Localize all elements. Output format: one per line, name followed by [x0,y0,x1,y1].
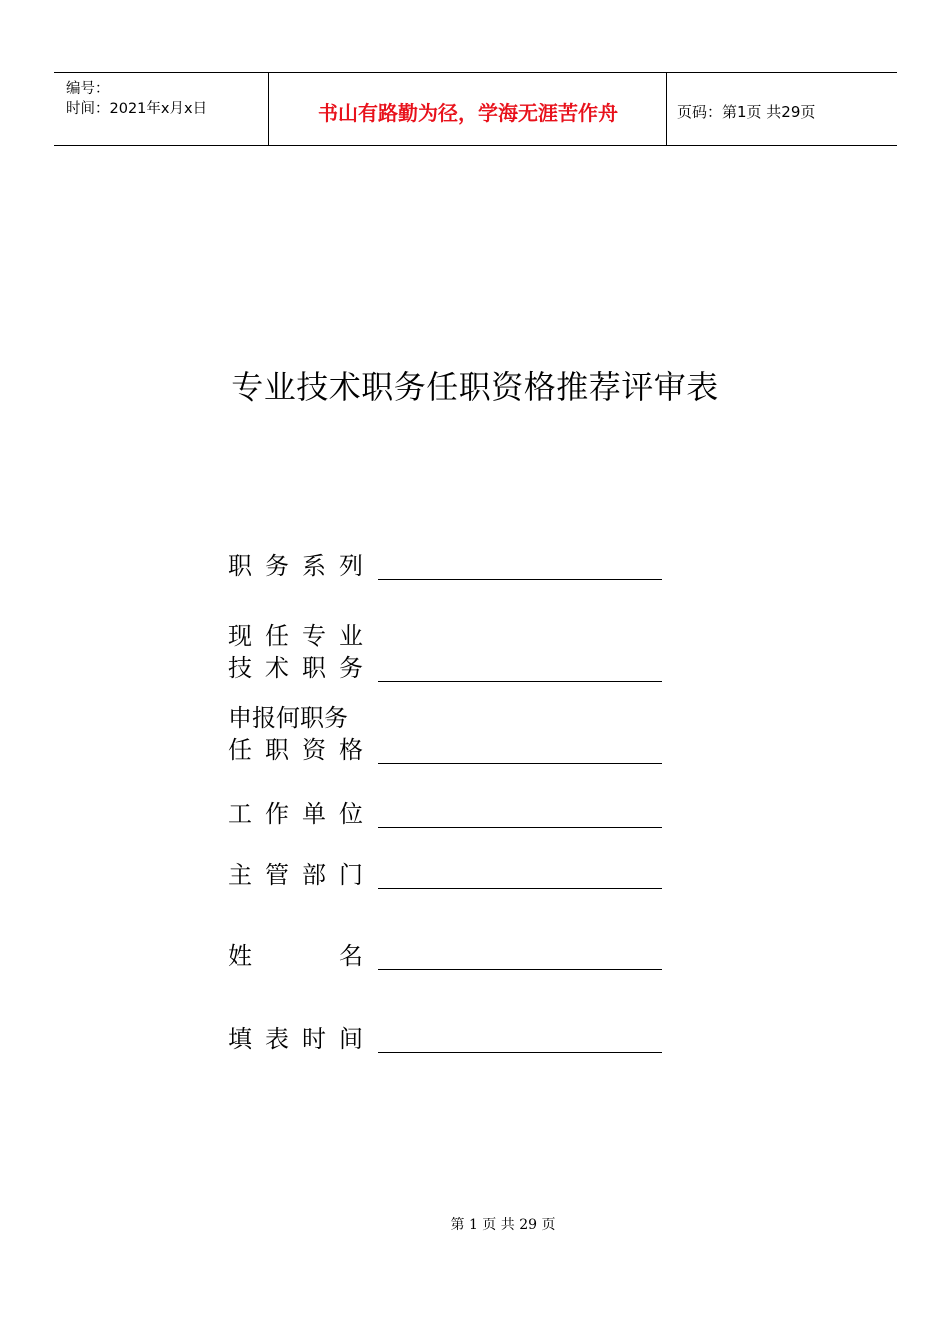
field-fill-time-blank[interactable] [378,1052,662,1053]
page-header [54,72,897,146]
field-supervisor [228,857,664,891]
header-motto-cell [268,73,667,145]
header-motto: 书山有路勤为径，学海无涯苦作舟 [318,101,618,125]
label-line: 职务系列 [228,552,376,580]
field-name-blank[interactable] [378,969,662,970]
header-page-info: 页码：第1页 共29页 [677,103,816,121]
field-series [228,548,664,582]
field-employer-blank[interactable] [378,827,662,828]
header-page-cell [666,73,898,145]
field-series-blank[interactable] [378,579,662,580]
document-time-label: 时间：2021年x月x日 [66,101,208,117]
field-fill-time [228,1021,664,1055]
field-series-label [228,550,378,582]
field-employer-label [228,798,378,830]
field-apply-qualification-label [228,702,378,766]
field-supervisor-blank[interactable] [378,888,662,889]
field-current-title [228,618,664,684]
page-footer: 第 1 页 共 29 页 [450,1217,556,1233]
field-employer [228,796,664,830]
label-line: 任职资格 [228,736,376,764]
label-line: 工作单位 [228,800,376,828]
field-apply-qualification-blank[interactable] [378,763,662,764]
field-current-title-label [228,620,378,684]
field-name [228,938,664,972]
document-number-label: 编号： [66,81,110,97]
field-apply-qualification [228,700,664,766]
field-fill-time-label [228,1023,378,1055]
field-supervisor-label [228,859,378,891]
label-line: 现任专业 [228,622,376,650]
label-line: 申报何职务 [228,704,348,732]
document-title: 专业技术职务任职资格推荐评审表 [231,368,719,406]
label-line: 主管部门 [228,861,376,889]
field-name-label [228,940,378,972]
label-line: 填表时间 [228,1025,376,1053]
header-meta-cell [54,73,268,145]
label-line: 姓 名 [228,942,376,970]
label-line: 技术职务 [228,654,376,682]
field-current-title-blank[interactable] [378,681,662,682]
